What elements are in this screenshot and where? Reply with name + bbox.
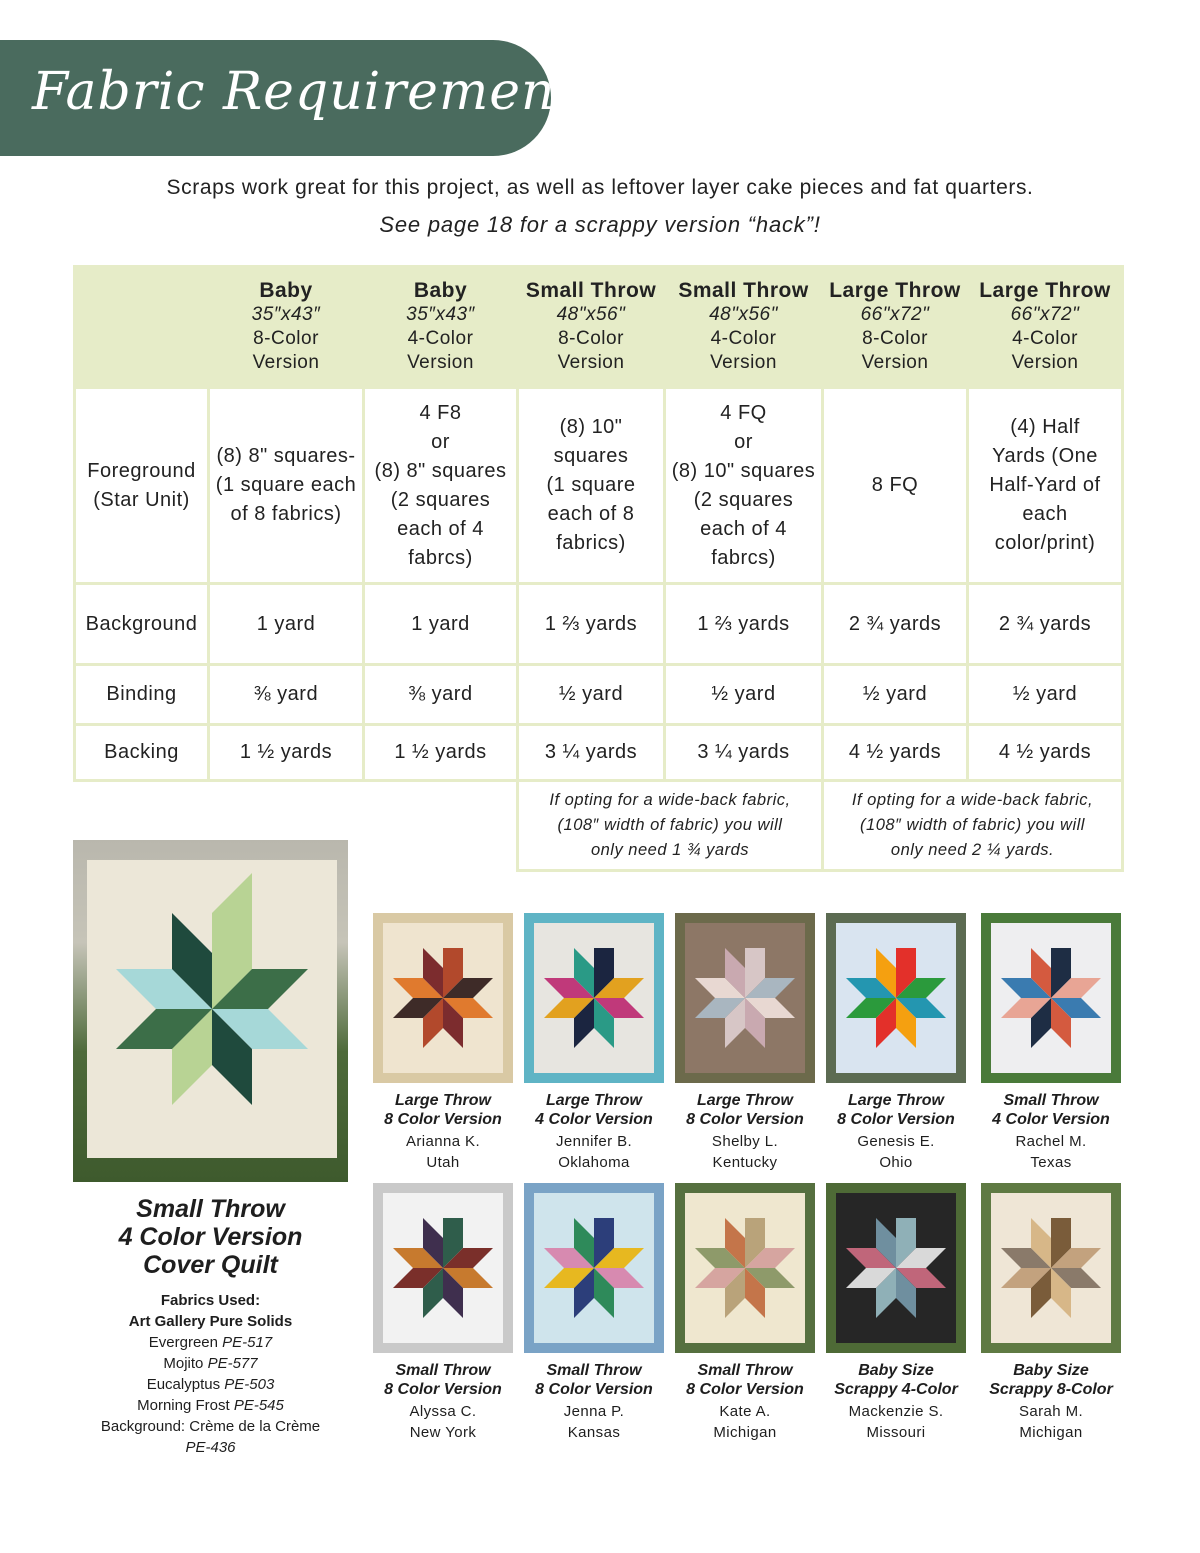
maker-name: Kate A.	[719, 1403, 771, 1420]
fabrics-heading: Fabrics Used:	[160, 1292, 261, 1309]
fabric-requirements-table	[73, 265, 1124, 872]
table-row-backing	[75, 725, 1123, 781]
header-corner	[75, 267, 209, 388]
star-graphic	[1001, 1218, 1101, 1318]
fabrics-used	[73, 1290, 348, 1458]
table-cell: 1 ½ yards	[209, 725, 364, 781]
table-cell: 4 ½ yards	[968, 725, 1123, 781]
column-header: Baby 35″x43″ 4-Color Version	[364, 267, 518, 388]
star-graphic	[544, 1218, 644, 1318]
quilt-size: Small Throw	[697, 1362, 793, 1379]
quilt-size: Large Throw	[847, 1092, 944, 1109]
column-header: Large Throw 66"x72" 8-Color Version	[823, 267, 968, 388]
table-cell: 2 ¾ yards	[968, 584, 1123, 665]
star-graphic	[393, 1218, 493, 1318]
maker-name: Sarah M.	[1018, 1403, 1084, 1420]
gallery-item	[672, 913, 818, 1173]
table-header-row	[75, 267, 1123, 388]
maker-state: Missouri	[866, 1424, 926, 1441]
quilt-version: 4 Color Version	[992, 1111, 1110, 1128]
intro-note: See page 18 for a scrappy version “hack”!	[379, 212, 821, 237]
quilt-size: Baby Size	[1013, 1362, 1089, 1379]
table-cell: (4) Half Yards (One Half-Yard of each color/print)	[968, 388, 1123, 584]
row-label: Foreground (Star Unit)	[75, 388, 209, 584]
star-graphic	[393, 948, 493, 1048]
quilt-photo	[675, 913, 815, 1083]
gallery-item	[370, 1183, 516, 1443]
quilt-version: 8 Color Version	[384, 1111, 502, 1128]
quilt-photo	[826, 1183, 966, 1353]
table-cell: ½ yard	[665, 665, 823, 725]
table-cell: 4 FQ or (8) 10" squares (2 squares each of 4 fabrcs)	[665, 388, 823, 584]
table-cell: (8) 10" squares (1 square each of 8 fabrics)	[518, 388, 665, 584]
maker-name: Mackenzie S.	[848, 1403, 944, 1420]
table-cell: 8 FQ	[823, 388, 968, 584]
table-cell: 1 ½ yards	[364, 725, 518, 781]
quilt-version: 8 Color Version	[686, 1111, 804, 1128]
maker-name: Jennifer B.	[555, 1133, 633, 1150]
gallery-item	[978, 1183, 1124, 1443]
maker-name: Shelby L.	[711, 1133, 779, 1150]
quilt-photo	[524, 913, 664, 1083]
star-graphic	[544, 948, 644, 1048]
wide-back-note-small: If opting for a wide-back fabric, (108″ width of fabric) you will only need 1 ¾ yards	[518, 781, 823, 871]
fabric-item: Morning Frost PE-545	[137, 1397, 284, 1414]
gallery-item	[521, 1183, 667, 1443]
table-cell: 1 yard	[209, 584, 364, 665]
quilt-size: Baby Size	[858, 1362, 934, 1379]
quilt-size: Large Throw	[545, 1092, 642, 1109]
row-label: Binding	[75, 665, 209, 725]
star-graphic	[695, 948, 795, 1048]
quilt-version: 4 Color Version	[535, 1111, 653, 1128]
star-graphic	[846, 1218, 946, 1318]
maker-state: Kansas	[567, 1424, 621, 1441]
intro-text: Scraps work great for this project, as well as leftover layer cake pieces and fat quarters.	[166, 176, 1034, 199]
fabric-item: Evergreen PE-517	[148, 1334, 273, 1351]
fabric-item: Eucalyptus PE-503	[146, 1376, 275, 1393]
maker-name: Rachel M.	[1015, 1133, 1087, 1150]
table-cell: 4 ½ yards	[823, 725, 968, 781]
gallery-item	[823, 1183, 969, 1443]
table-row-foreground	[75, 388, 1123, 584]
gallery-item	[370, 913, 516, 1173]
table-cell: (8) 8" squares- (1 square each of 8 fabrics)	[209, 388, 364, 584]
gallery-item	[978, 913, 1124, 1173]
quilt-size: Large Throw	[696, 1092, 793, 1109]
table-cell: ½ yard	[518, 665, 665, 725]
quilt-version: Scrappy 8-Color	[989, 1381, 1113, 1398]
quilt-photo	[981, 913, 1121, 1083]
gallery-item	[672, 1183, 818, 1443]
cover-caption: Small Throw 4 Color Version Cover Quilt	[118, 1195, 303, 1279]
maker-state: Texas	[1030, 1154, 1072, 1171]
row-label: Backing	[75, 725, 209, 781]
star-graphic	[1001, 948, 1101, 1048]
quilt-photo	[373, 913, 513, 1083]
quilt-size: Small Throw	[546, 1362, 642, 1379]
quilt-photo	[826, 913, 966, 1083]
maker-state: New York	[409, 1424, 477, 1441]
table-cell: 3 ¼ yards	[518, 725, 665, 781]
table-cell: ⅜ yard	[209, 665, 364, 725]
star-graphic	[846, 948, 946, 1048]
gallery-item	[521, 913, 667, 1173]
maker-state: Utah	[426, 1154, 460, 1171]
table-cell: ½ yard	[968, 665, 1123, 725]
quilt-photo	[524, 1183, 664, 1353]
maker-name: Genesis E.	[857, 1133, 935, 1150]
maker-state: Oklahoma	[558, 1154, 630, 1171]
table-cell: ½ yard	[823, 665, 968, 725]
table-cell: 1 ⅔ yards	[518, 584, 665, 665]
cover-quilt-photo	[73, 840, 348, 1182]
table-cell: 2 ¾ yards	[823, 584, 968, 665]
fabric-item: PE-436	[185, 1439, 236, 1456]
quilt-version: 8 Color Version	[686, 1381, 804, 1398]
gallery-item	[823, 913, 969, 1173]
column-header: Baby 35″x43″ 8-Color Version	[209, 267, 364, 388]
quilt-photo	[373, 1183, 513, 1353]
maker-name: Arianna K.	[405, 1133, 481, 1150]
header-banner	[0, 40, 606, 156]
quilt-photo	[675, 1183, 815, 1353]
fabric-line: Art Gallery Pure Solids	[128, 1313, 293, 1330]
maker-state: Ohio	[879, 1154, 913, 1171]
quilt-size: Large Throw	[394, 1092, 491, 1109]
column-header: Small Throw 48"x56" 8-Color Version	[518, 267, 665, 388]
fabric-item: Mojito PE-577	[163, 1355, 258, 1372]
cover-star-graphic	[87, 860, 337, 1158]
quilt-size: Small Throw	[395, 1362, 491, 1379]
column-header: Small Throw 48"x56" 4-Color Version	[665, 267, 823, 388]
row-label: Background	[75, 584, 209, 665]
column-header: Large Throw 66"x72" 4-Color Version	[968, 267, 1123, 388]
fabric-item: Background: Crème de la Crème	[100, 1418, 321, 1435]
table-row-binding	[75, 665, 1123, 725]
quilt-version: 8 Color Version	[384, 1381, 502, 1398]
quilt-photo	[981, 1183, 1121, 1353]
quilt-size: Small Throw	[1003, 1092, 1099, 1109]
table-cell: 3 ¼ yards	[665, 725, 823, 781]
quilt-version: 8 Color Version	[535, 1381, 653, 1398]
quilt-version: Scrappy 4-Color	[834, 1381, 958, 1398]
maker-state: Kentucky	[712, 1154, 778, 1171]
table-cell: 1 yard	[364, 584, 518, 665]
maker-name: Jenna P.	[563, 1403, 625, 1420]
maker-name: Alyssa C.	[409, 1403, 477, 1420]
quilt-version: 8 Color Version	[837, 1111, 955, 1128]
star-graphic	[695, 1218, 795, 1318]
maker-state: Michigan	[713, 1424, 777, 1441]
maker-state: Michigan	[1019, 1424, 1083, 1441]
table-cell: 4 F8 or (8) 8" squares (2 squares each of 4 fabrcs)	[364, 388, 518, 584]
table-row-background	[75, 584, 1123, 665]
cover-quilt	[87, 860, 337, 1158]
wide-back-note-large: If opting for a wide-back fabric, (108″ width of fabric) you will only need 2 ¼ yards.	[823, 781, 1123, 871]
page-title: Fabric Requirements	[32, 62, 606, 122]
table-cell: 1 ⅔ yards	[665, 584, 823, 665]
table-cell: ⅜ yard	[364, 665, 518, 725]
